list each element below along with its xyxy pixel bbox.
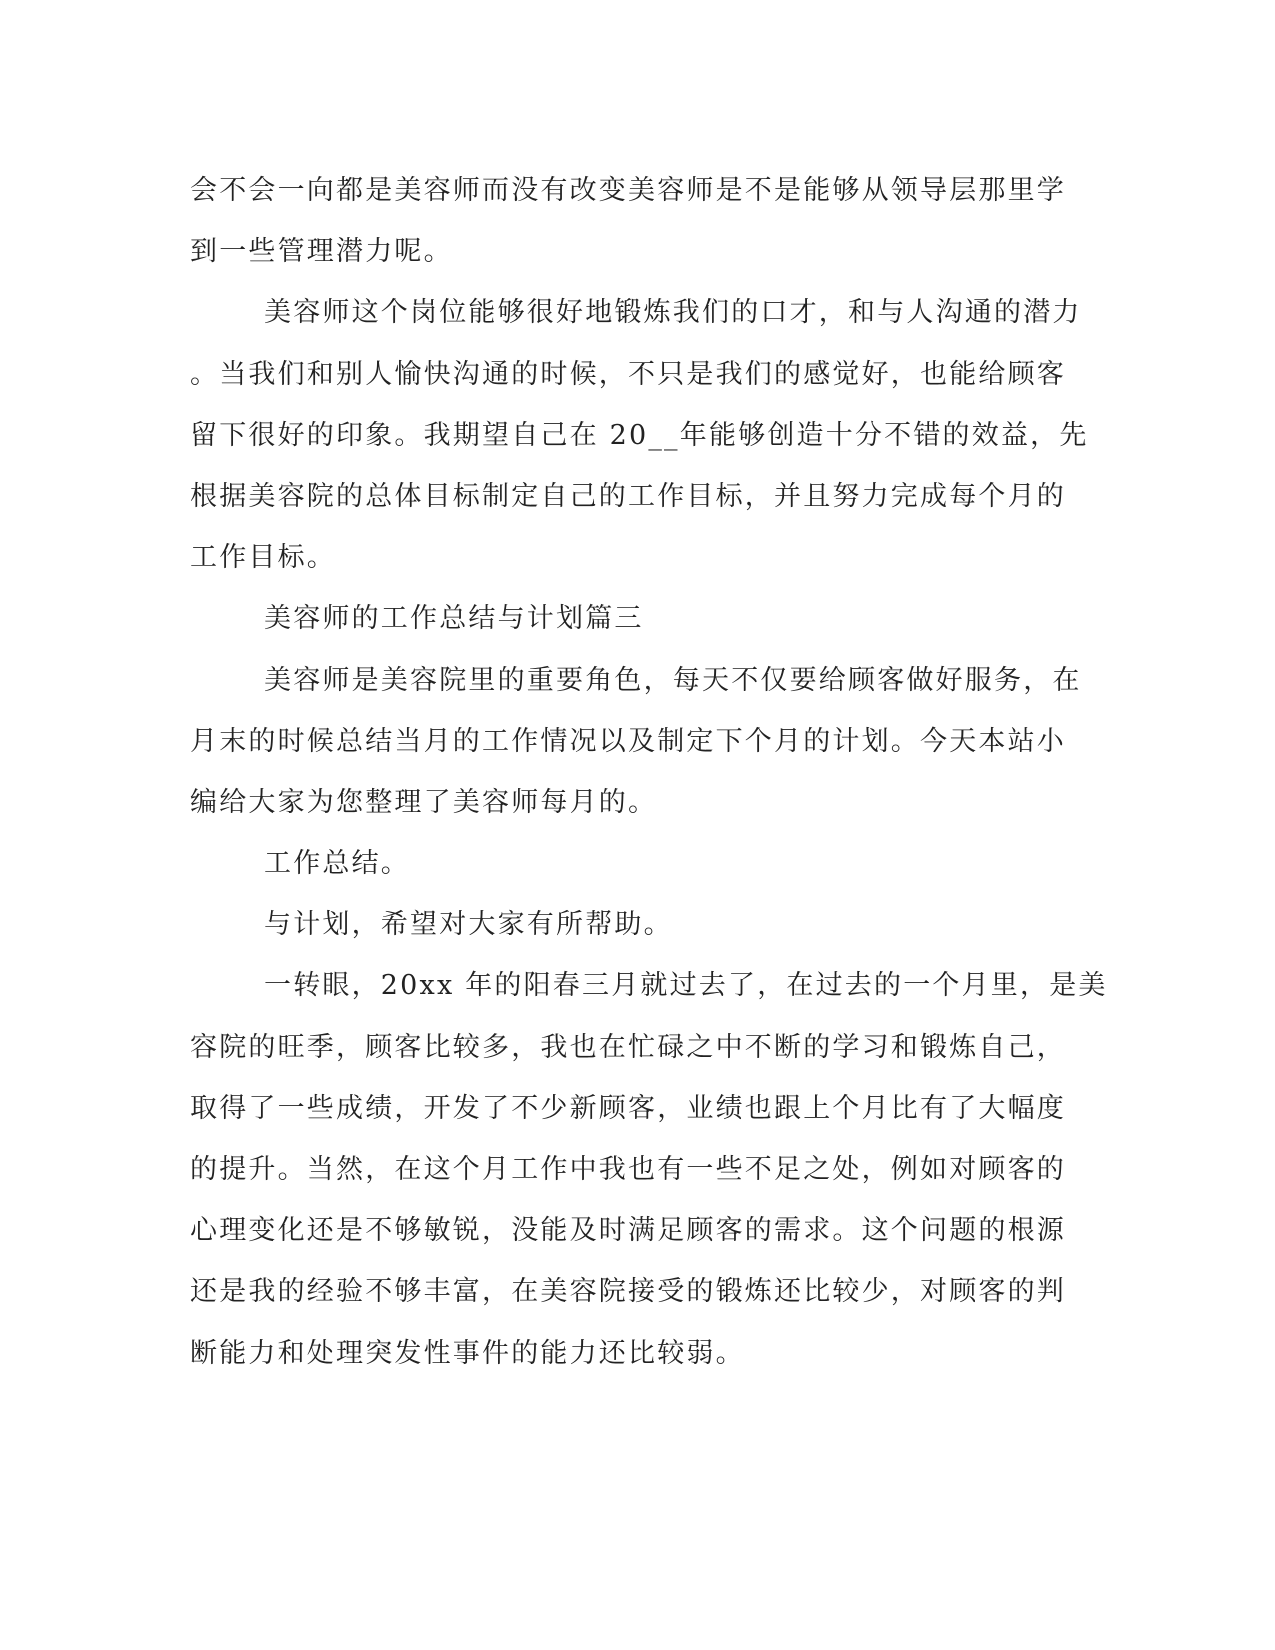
document-body	[190, 160, 1108, 1384]
text-line: 根据美容院的总体目标制定自己的工作目标，并且努力完成每个月的	[190, 480, 1066, 512]
text-line: 取得了一些成绩，开发了不少新顾客，业绩也跟上个月比有了大幅度	[190, 1092, 1066, 1124]
paragraph-start-line: 美容师这个岗位能够很好地锻炼我们的口才，和与人沟通的潜力	[264, 297, 1082, 329]
text-line: 到一些管理潜力呢。	[190, 236, 453, 268]
paragraph-start-line: 工作总结。	[264, 848, 410, 880]
section-heading: 美容师的工作总结与计划篇三	[264, 603, 644, 635]
paragraph-start-line: 一转眼，20xx 年的阳春三月就过去了，在过去的一个月里，是美	[264, 970, 1108, 1002]
text-line: 会不会一向都是美容师而没有改变美容师是不是能够从领导层那里学	[190, 175, 1066, 206]
text-line: 留下很好的印象。我期望自己在 20__年能够创造十分不错的效益，先	[190, 419, 1089, 451]
text-line: 的提升。当然，在这个月工作中我也有一些不足之处，例如对顾客的	[190, 1154, 1066, 1185]
text-line: 断能力和处理突发性事件的能力还比较弱。	[190, 1337, 745, 1369]
text-line: 编给大家为您整理了美容师每月的。	[190, 786, 658, 818]
text-line: 工作目标。	[190, 542, 336, 574]
text-line: 月末的时候总结当月的工作情况以及制定下个月的计划。今天本站小	[190, 725, 1066, 757]
text-line: 心理变化还是不够敏锐，没能及时满足顾客的需求。这个问题的根源	[190, 1215, 1066, 1247]
text-line: 还是我的经验不够丰富，在美容院接受的锻炼还比较少，对顾客的判	[190, 1276, 1066, 1308]
text-line: 。当我们和别人愉快沟通的时候，不只是我们的感觉好，也能给顾客	[190, 358, 1066, 390]
paragraph-start-line: 与计划，希望对大家有所帮助。	[264, 909, 673, 941]
text-line: 容院的旺季，顾客比较多，我也在忙碌之中不断的学习和锻炼自己，	[190, 1031, 1066, 1063]
paragraph-start-line: 美容师是美容院里的重要角色，每天不仅要给顾客做好服务，在	[264, 664, 1082, 696]
